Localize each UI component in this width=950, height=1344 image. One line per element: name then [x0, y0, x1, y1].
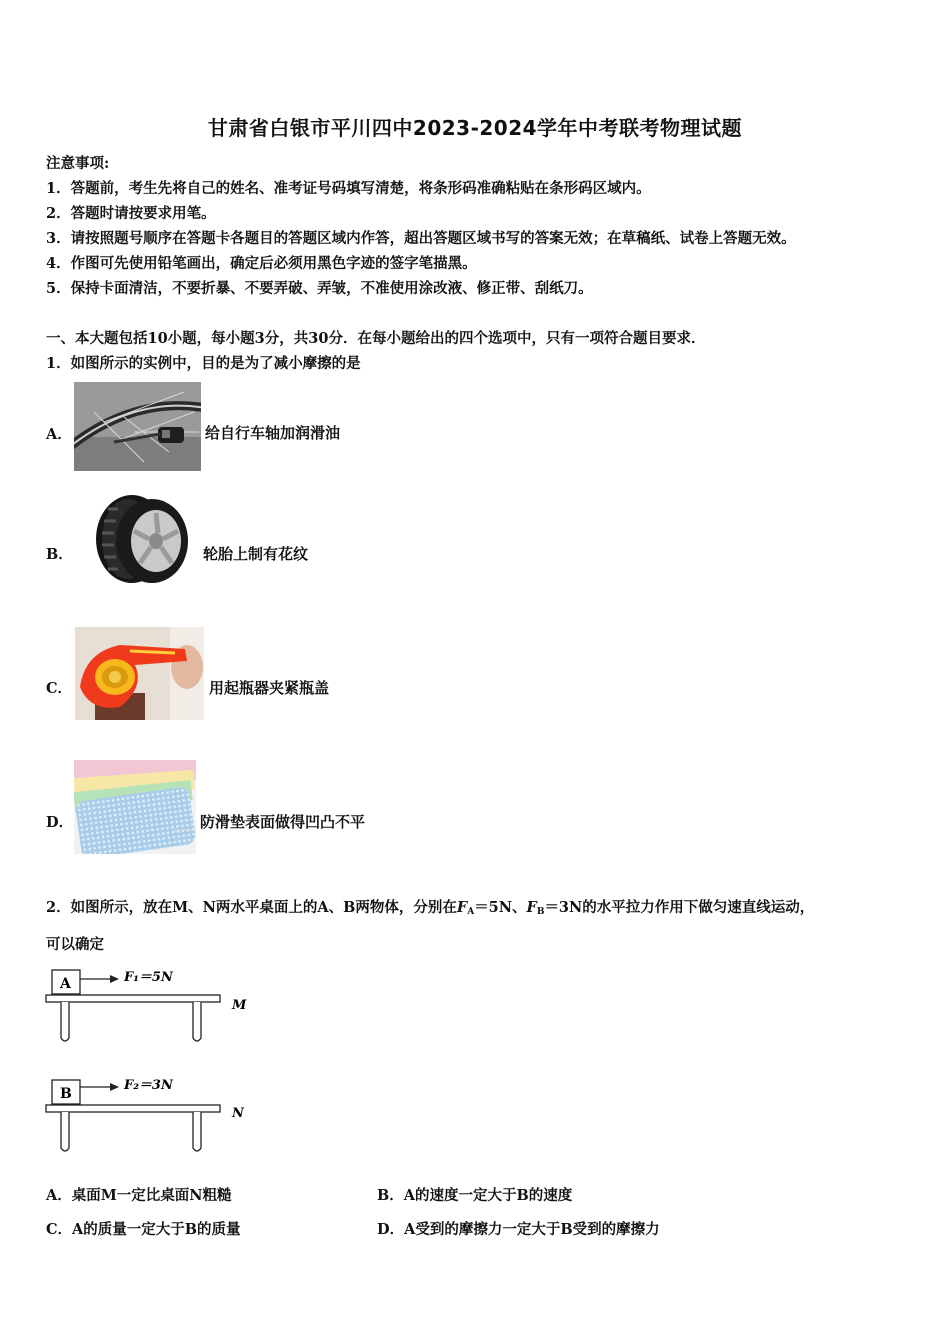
notice-item-3: 3．请按照题号顺序在答题卡各题目的答题区域内作答，超出答题区域书写的答案无效；在草稿纸、试卷上答题无效。: [46, 230, 796, 247]
q1-stem: 1．如图所示的实例中，目的是为了减小摩擦的是: [46, 355, 361, 372]
block-b-label: B: [60, 1086, 72, 1102]
q1-option-c-label: C．: [46, 680, 73, 697]
q2-force-symbol-b: F: [526, 899, 537, 916]
bottle-opener-image: [75, 627, 204, 720]
page-title: 甘肃省白银市平川四中2023-2024学年中考联考物理试题: [207, 116, 743, 140]
q2-subscript-a: A: [467, 907, 475, 917]
q2-value-b: ＝3N的水平拉力作用下做匀速直线运动，: [544, 899, 815, 916]
table-m-diagram: [44, 962, 254, 1046]
table-n-top: [46, 1105, 220, 1112]
q1-option-b-label: B．: [46, 546, 73, 563]
q1-option-d-label: D．: [46, 814, 74, 831]
block-a-label: A: [60, 976, 71, 992]
notice-item-4: 4．作图可先使用铅笔画出，确定后必须用黑色字迹的签字笔描黑。: [46, 255, 477, 272]
anti-slip-mat-image: [74, 760, 196, 854]
q2-option-a: A．桌面M一定比桌面N粗糙: [46, 1187, 232, 1204]
q2-value-a: ＝5N、: [474, 899, 527, 916]
q2-subscript-b: B: [536, 907, 545, 917]
q2-force-symbol-a: F: [456, 899, 468, 916]
q2-option-b: B．A的速度一定大于B的速度: [377, 1187, 573, 1204]
table-m-top: [46, 995, 220, 1002]
notice-item-1: 1．答题前，考生先将自己的姓名、准考证号码填写清楚，将条形码准确粘贴在条形码区域内。: [46, 180, 651, 197]
q2-option-d: D．A受到的摩擦力一定大于B受到的摩擦力: [377, 1221, 660, 1238]
q1-option-a-label: A．: [46, 426, 72, 443]
force-a-label: F₁＝5N: [124, 970, 173, 985]
q2-stem-part1: 2．如图所示，放在M、N两水平桌面上的A、B两物体，分别在: [46, 899, 457, 916]
table-n-label: N: [232, 1106, 244, 1121]
q2-stem: [46, 896, 814, 917]
force-b-label: F₂＝3N: [124, 1078, 173, 1093]
bicycle-wheel-image: [74, 382, 201, 471]
notice-item-2: 2．答题时请按要求用笔。: [46, 205, 216, 222]
notice-item-5: 5．保持卡面清洁，不要折暴、不要弄破、弄皱，不准使用涂改液、修正带、刮纸刀。: [46, 280, 593, 297]
table-n-diagram: [44, 1072, 254, 1156]
q1-option-b-text: 轮胎上制有花纹: [203, 545, 309, 563]
tire-image: [74, 491, 199, 587]
section-1-heading: 一、本大题包括10小题，每小题3分，共30分．在每小题给出的四个选项中，只有一项符合题目要求．: [46, 330, 706, 347]
q2-stem-line2: 可以确定: [46, 936, 104, 953]
notice-heading: 注意事项:: [46, 155, 110, 172]
q1-option-c-text: 用起瓶器夹紧瓶盖: [209, 679, 330, 697]
q1-option-a-text: 给自行车轴加润滑油: [205, 424, 341, 442]
q1-option-d-text: 防滑垫表面做得凹凸不平: [200, 813, 366, 831]
table-m-label: M: [232, 998, 247, 1013]
q2-option-c: C．A的质量一定大于B的质量: [46, 1221, 241, 1238]
